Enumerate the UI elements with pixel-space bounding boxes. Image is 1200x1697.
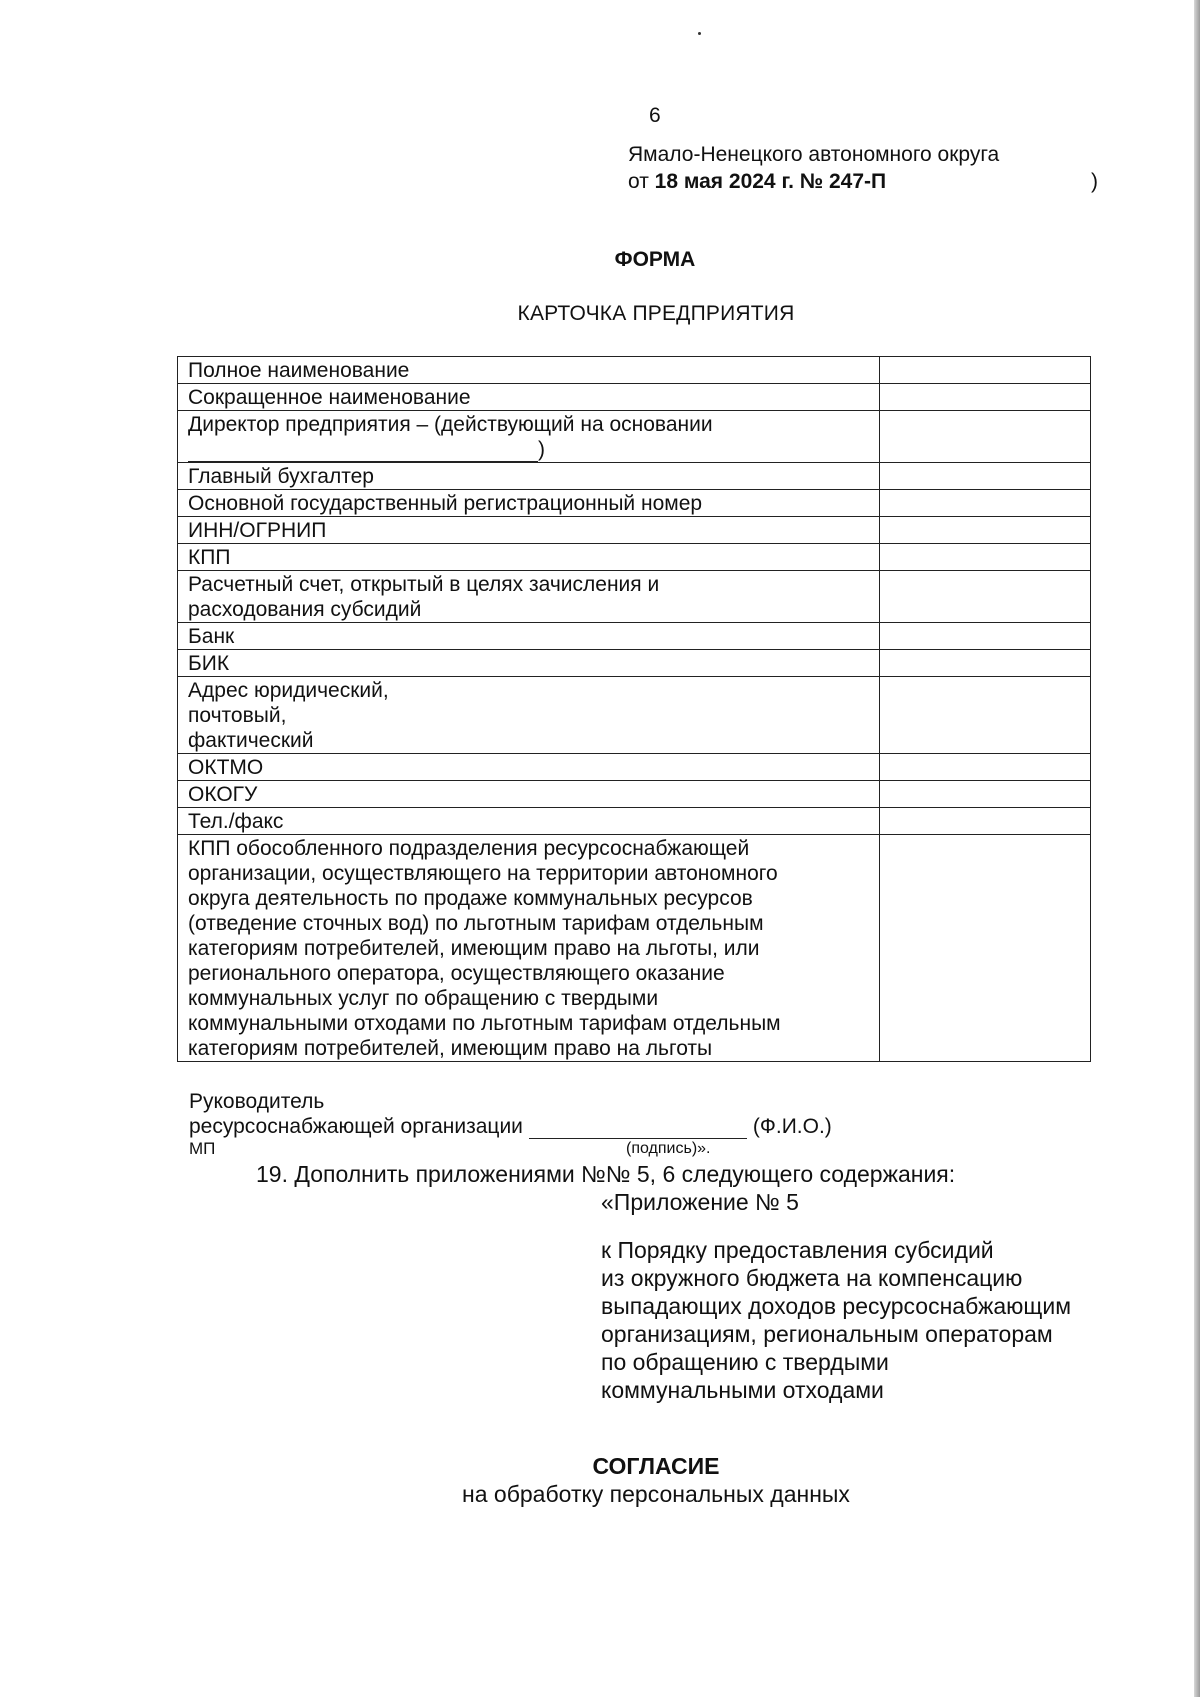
- appendix-reference: [601, 1236, 1161, 1404]
- row-label: [178, 677, 880, 754]
- label-line: Банк: [188, 625, 235, 648]
- table-row: [178, 650, 1091, 677]
- header-closing-paren: ): [1091, 170, 1098, 193]
- label-line: Директор предприятия – (действующий на основании: [188, 413, 713, 436]
- label-line: расходования субсидий: [188, 598, 422, 621]
- label-line: коммунальными отходами по льготным тарифам отдельным: [188, 1012, 781, 1035]
- row-label: [178, 650, 880, 677]
- stamp-place-label: МП: [189, 1139, 216, 1158]
- row-label: [178, 571, 880, 623]
- row-label: [178, 411, 880, 463]
- row-value-cell: [880, 677, 1091, 754]
- row-value-cell: [880, 490, 1091, 517]
- header-region-line: Ямало-Ненецкого автономного округа: [628, 143, 1000, 166]
- appendix-line: коммунальными отходами: [601, 1377, 884, 1403]
- appendix-line: организациям, региональным операторам: [601, 1321, 1053, 1347]
- label-line: Сокращенное наименование: [188, 386, 471, 409]
- row-label: [178, 544, 880, 571]
- row-label: [178, 384, 880, 411]
- row-label: [178, 517, 880, 544]
- label-line: коммунальных услуг по обращению с твердыми: [188, 987, 659, 1010]
- label-line: категориям потребителей, имеющим право на льготы, или: [188, 937, 760, 960]
- row-label: [178, 463, 880, 490]
- table-row: [178, 808, 1091, 835]
- row-value-cell: [880, 357, 1091, 384]
- row-label: [178, 754, 880, 781]
- table-row: [178, 677, 1091, 754]
- table-row: [178, 490, 1091, 517]
- header-date-line: [628, 170, 886, 194]
- label-line: фактический: [188, 729, 314, 752]
- label-line: Полное наименование: [188, 359, 410, 382]
- table-row: [178, 411, 1091, 463]
- row-label: [178, 781, 880, 808]
- label-line: округа деятельность по продаже коммунальных ресурсов: [188, 887, 753, 910]
- signature-fio: (Ф.И.О.): [752, 1115, 832, 1138]
- row-label: [178, 490, 880, 517]
- row-label: [178, 808, 880, 835]
- table-row: [178, 544, 1091, 571]
- appendix-line: по обращению с твердыми: [601, 1349, 889, 1375]
- table-row: [178, 754, 1091, 781]
- label-line: Адрес юридический,: [188, 679, 389, 702]
- form-title: ФОРМА: [614, 248, 696, 271]
- page-edge-shadow: [1194, 0, 1200, 1697]
- header-date-number: 18 мая 2024 г. № 247-П: [654, 170, 887, 193]
- row-value-cell: [880, 781, 1091, 808]
- label-line: Основной государственный регистрационный номер: [188, 492, 703, 515]
- blank-underline: [188, 443, 538, 462]
- row-value-cell: [880, 384, 1091, 411]
- label-line: КПП обособленного подразделения ресурсоснабжающей: [188, 837, 750, 860]
- table-row: [178, 463, 1091, 490]
- enterprise-card-table: [177, 356, 1091, 1062]
- label-line: Расчетный счет, открытый в целях зачисления и: [188, 573, 660, 596]
- scan-speck: [698, 32, 701, 35]
- item-19-text: 19. Дополнить приложениями №№ 5, 6 следующего содержания:: [256, 1161, 956, 1187]
- signature-caption: (подпись)».: [626, 1140, 711, 1157]
- header-date-prefix: от: [628, 170, 655, 193]
- table-row: [178, 781, 1091, 808]
- table-row: [178, 384, 1091, 411]
- label-line: организации, осуществляющего на территории автономного: [188, 862, 778, 885]
- table-row: [178, 517, 1091, 544]
- label-line: Главный бухгалтер: [188, 465, 374, 488]
- label-line: категориям потребителей, имеющим право на льготы: [188, 1037, 713, 1060]
- label-line: (отведение сточных вод) по льготным тарифам отдельным: [188, 912, 764, 935]
- row-value-cell: [880, 754, 1091, 781]
- signature-org: ресурсоснабжающей организации: [189, 1115, 523, 1138]
- row-value-cell: [880, 544, 1091, 571]
- label-line: [188, 437, 869, 462]
- row-value-cell: [880, 571, 1091, 623]
- row-value-cell: [880, 650, 1091, 677]
- label-line: ОКОГУ: [188, 783, 258, 806]
- label-line: регионального оператора, осуществляющего оказание: [188, 962, 725, 985]
- signature-blank: [529, 1120, 747, 1139]
- row-label: [178, 357, 880, 384]
- row-value-cell: [880, 835, 1091, 1062]
- card-title: КАРТОЧКА ПРЕДПРИЯТИЯ: [517, 302, 795, 325]
- table-row: [178, 357, 1091, 384]
- table-row: [178, 571, 1091, 623]
- label-line: ОКТМО: [188, 756, 264, 779]
- appendix-line: из окружного бюджета на компенсацию: [601, 1265, 1023, 1291]
- row-value-cell: [880, 463, 1091, 490]
- label-line: КПП: [188, 546, 231, 569]
- closing-paren: ): [538, 438, 545, 461]
- row-label: [178, 623, 880, 650]
- signature-line: [189, 1115, 832, 1139]
- label-line: БИК: [188, 652, 230, 675]
- row-label: [178, 835, 880, 1062]
- appendix-title: «Приложение № 5: [601, 1189, 799, 1215]
- label-line: почтовый,: [188, 704, 287, 727]
- row-value-cell: [880, 517, 1091, 544]
- signature-role: Руководитель: [189, 1090, 325, 1113]
- consent-title: СОГЛАСИЕ: [592, 1453, 720, 1479]
- consent-subtitle: на обработку персональных данных: [462, 1481, 850, 1507]
- appendix-line: выпадающих доходов ресурсоснабжающим: [601, 1293, 1072, 1319]
- table-row: [178, 623, 1091, 650]
- label-line: Тел./факс: [188, 810, 284, 833]
- label-line: ИНН/ОГРНИП: [188, 519, 327, 542]
- row-value-cell: [880, 411, 1091, 463]
- table-row: [178, 835, 1091, 1062]
- row-value-cell: [880, 623, 1091, 650]
- appendix-line: к Порядку предоставления субсидий: [601, 1237, 994, 1263]
- row-value-cell: [880, 808, 1091, 835]
- page-number: 6: [649, 104, 661, 127]
